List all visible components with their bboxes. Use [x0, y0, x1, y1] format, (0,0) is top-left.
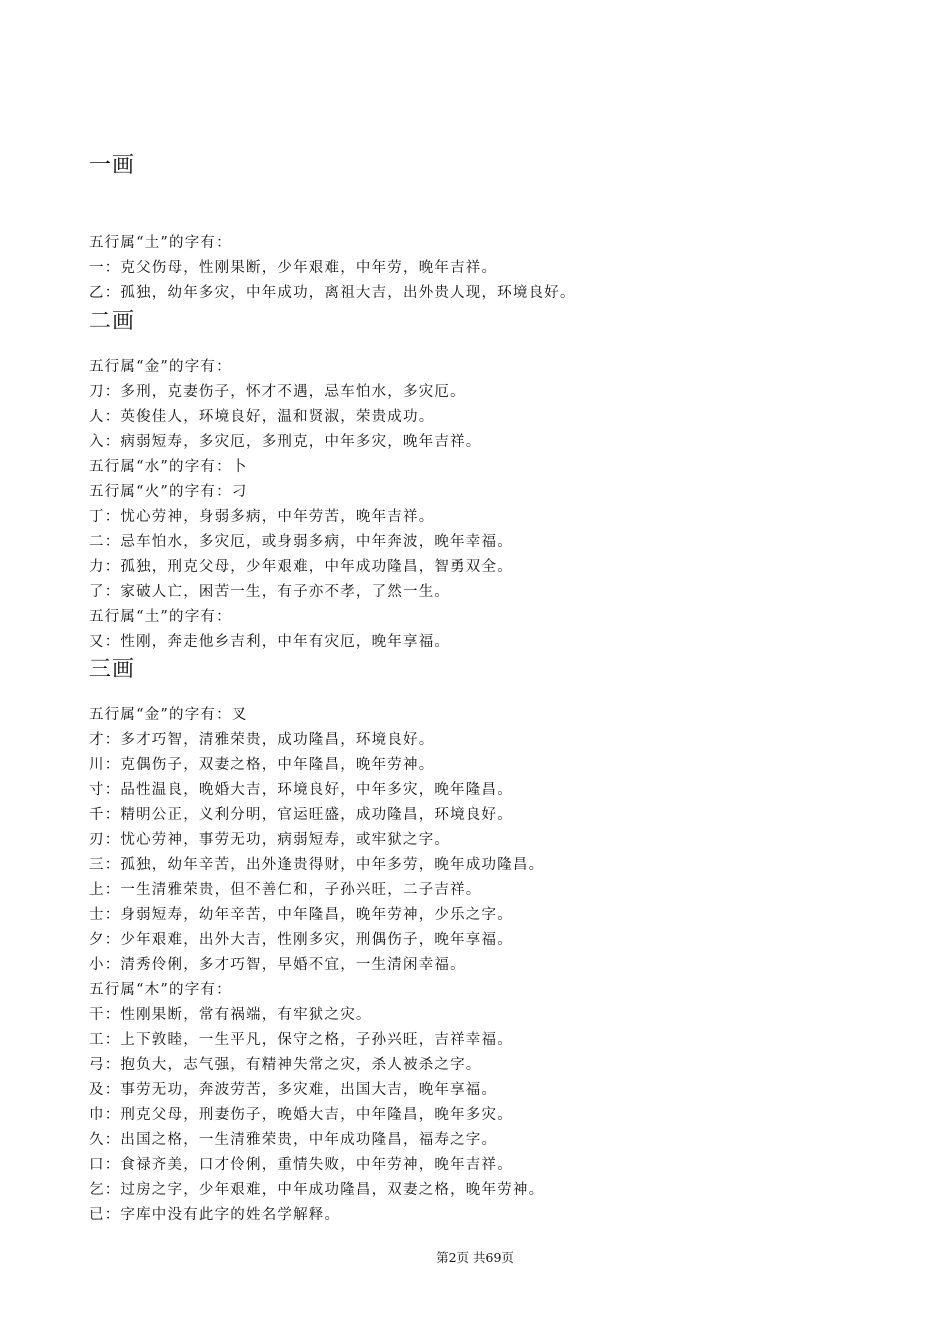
text-line: 久：出国之格，一生清雅荣贵，中年成功隆昌，福寿之字。 — [89, 1132, 498, 1148]
text-line: 巾：刑克父母，刑妻伤子，晚婚大吉，中年隆昌，晚年多灾。 — [89, 1107, 513, 1123]
text-line: 一：克父伤母，性刚果断，少年艰难，中年劳，晚年吉祥。 — [89, 260, 498, 276]
text-line: 五行属“木”的字有： — [89, 982, 232, 998]
text-line: 上：一生清雅荣贵，但不善仁和，子孙兴旺，二子吉祥。 — [89, 882, 482, 898]
text-line: 士：身弱短寿，幼年辛苦，中年隆昌，晚年劳神，少乐之字。 — [89, 907, 513, 923]
text-line: 川：克偶伤子，双妻之格，中年隆昌，晚年劳神。 — [89, 757, 435, 773]
text-line: 夕：少年艰难，出外大吉，性刚多灾，刑偶伤子，晚年享福。 — [89, 932, 513, 948]
section-heading-1: 一画 — [89, 153, 136, 178]
text-line: 才：多才巧智，清雅荣贵，成功隆昌，环境良好。 — [89, 732, 435, 748]
text-line: 小：清秀伶俐，多才巧智，早婚不宜，一生清闲幸福。 — [89, 957, 466, 973]
text-line: 口：食禄齐美，口才伶俐，重情失败，中年劳神，晚年吉祥。 — [89, 1157, 513, 1173]
text-line: 五行属“水”的字有：卜 — [89, 459, 248, 475]
text-line: 二：忌车怕水，多灾厄，或身弱多病，中年奔波，晚年幸福。 — [89, 534, 513, 550]
text-line: 五行属“金”的字有： — [89, 359, 232, 375]
text-line: 五行属“金”的字有：叉 — [89, 707, 248, 723]
text-line: 了：家破人亡，困苦一生，有子亦不孝，了然一生。 — [89, 584, 451, 600]
text-line: 及：事劳无功，奔波劳苦，多灾难，出国大吉，晚年享福。 — [89, 1082, 498, 1098]
text-line: 寸：品性温良，晚婚大吉，环境良好，中年多灾，晚年隆昌。 — [89, 782, 513, 798]
text-line: 入：病弱短寿，多灾厄，多刑克，中年多灾，晚年吉祥。 — [89, 434, 482, 450]
text-line: 乞：过房之字，少年艰难，中年成功隆昌，双妻之格，晚年劳神。 — [89, 1182, 545, 1198]
text-line: 三：孤独，幼年辛苦，出外逢贵得财，中年多劳，晚年成功隆昌。 — [89, 857, 545, 873]
text-line: 干：性刚果断，常有祸端，有牢狱之灾。 — [89, 1007, 372, 1023]
text-line: 工：上下敦睦，一生平凡，保守之格，子孙兴旺，吉祥幸福。 — [89, 1032, 513, 1048]
text-line: 五行属“火”的字有：刁 — [89, 484, 248, 500]
text-line: 又：性刚，奔走他乡吉利，中年有灾厄，晚年享福。 — [89, 634, 451, 650]
text-line: 丁：忧心劳神，身弱多病，中年劳苦，晚年吉祥。 — [89, 509, 435, 525]
page-footer: 第2页 共69页 — [436, 1250, 514, 1265]
text-line: 弓：抱负大，志气强，有精神失常之灾，杀人被杀之字。 — [89, 1057, 482, 1073]
text-line: 千：精明公正，义利分明，官运旺盛，成功隆昌，环境良好。 — [89, 807, 513, 823]
text-line: 五行属“土”的字有： — [89, 235, 232, 251]
text-line: 力：孤独，刑克父母，少年艰难，中年成功隆昌，智勇双全。 — [89, 559, 513, 575]
text-line: 已：字库中没有此字的姓名学解释。 — [89, 1207, 341, 1223]
text-line: 刃：忧心劳神，事劳无功，病弱短寿，或牢狱之字。 — [89, 832, 451, 848]
section-heading-3: 三画 — [89, 657, 136, 682]
text-line: 人：英俊佳人，环境良好，温和贤淑，荣贵成功。 — [89, 409, 435, 425]
text-line: 刀：多刑，克妻伤子，怀才不遇，忌车怕水，多灾厄。 — [89, 384, 466, 400]
text-line: 乙：孤独，幼年多灾，中年成功，离祖大吉，出外贵人现，环境良好。 — [89, 285, 576, 301]
text-line: 五行属“土”的字有： — [89, 609, 232, 625]
section-heading-2: 二画 — [89, 309, 136, 334]
